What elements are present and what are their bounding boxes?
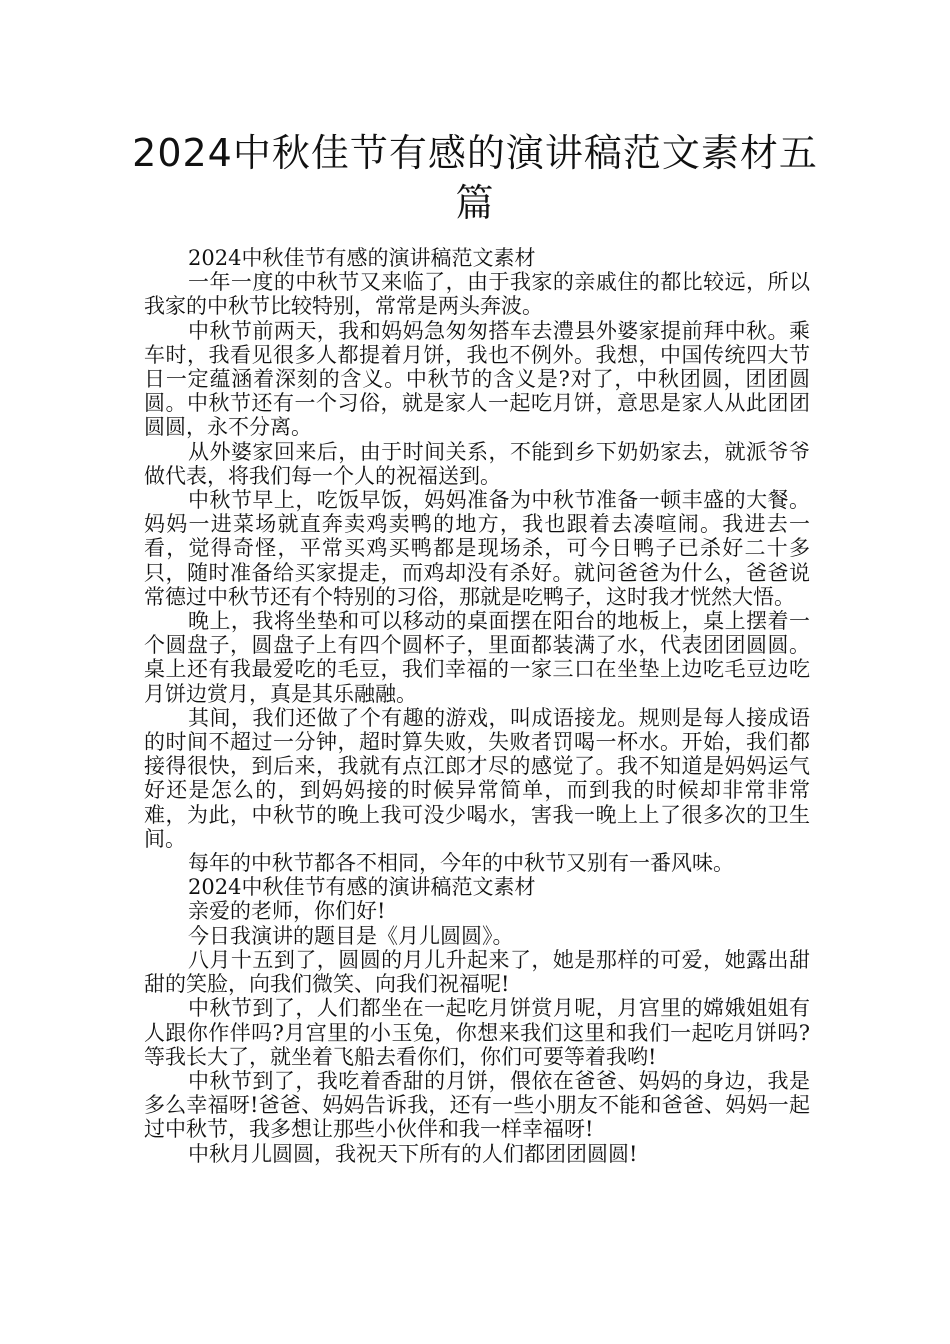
paragraph: 中秋节到了，人们都坐在一起吃月饼赏月呢，月宫里的嫦娥姐姐有人跟你作伴吗?月宫里的小玉兔，你想来我们这里和我们一起吃月饼吗?等我长大了，就坐着飞船去看你们，你们可要等着我哟! xyxy=(144,996,810,1069)
paragraph: 八月十五到了，圆圆的月儿升起来了，她是那样的可爱，她露出甜甜的笑脸，向我们微笑、向我们祝福呢! xyxy=(144,947,810,997)
paragraph: 每年的中秋节都各不相同，今年的中秋节又别有一番风味。 xyxy=(188,851,734,876)
paragraph: 从外婆家回来后，由于时间关系，不能到乡下奶奶家去，就派爷爷做代表，将我们每一个人的祝福送到。 xyxy=(144,439,810,488)
paragraph: 中秋节早上，吃饭早饭，妈妈准备为中秋节准备一顿丰盛的大餐。妈妈一进菜场就直奔卖鸡卖鸭的地方，我也跟着去凑喧闹。我进去一看，觉得奇怪，平常买鸡买鸭都是现场杀，可今日鸭子已杀好二十多只，随时准备给买家提走，而鸡却没有杀好。就问爸爸为什么，爸爸说常德过中秋节还有个特别的习俗，那就是吃鸭子，这时我才恍然大悟。 xyxy=(144,488,810,609)
paragraph: 晚上，我将坐垫和可以移动的桌面摆在阳台的地板上，桌上摆着一个圆盘子，圆盘子上有四个圆杯子，里面都装满了水，代表团团圆圆。桌上还有我最爱吃的毛豆，我们幸福的一家三口在坐垫上边吃毛豆边吃月饼边赏月，真是其乐融融。 xyxy=(144,609,810,706)
paragraph: 中秋节到了，我吃着香甜的月饼，偎依在爸爸、妈妈的身边，我是多么幸福呀!爸爸、妈妈告诉我，还有一些小朋友不能和爸爸、妈妈一起过中秋节，我多想让那些小伙伴和我一样幸福呀! xyxy=(144,1068,810,1142)
document-body xyxy=(144,246,810,1166)
paragraph: 2024中秋佳节有感的演讲稿范文素材 xyxy=(188,875,536,900)
paragraph: 2024中秋佳节有感的演讲稿范文素材 xyxy=(188,246,536,270)
paragraph: 今日我演讲的题目是《月儿圆圆》。 xyxy=(188,923,514,948)
paragraph: 亲爱的老师，你们好! xyxy=(188,899,386,924)
paragraph: 其间，我们还做了个有趣的游戏，叫成语接龙。规则是每人接成语的时间不超过一分钟，超时算失败，失败者罚喝一杯水。开始，我们都接得很快，到后来，我就有点江郎才尽的感觉了。我不知道是妈妈运气好还是怎么的，到妈妈接的时候异常简单，而到我的时候却非常非常难，为此，中秋节的晚上我可没少喝水，害我一晚上上了很多次的卫生间。 xyxy=(144,705,810,851)
paragraph: 一年一度的中秋节又来临了，由于我家的亲戚住的都比较远，所以我家的中秋节比较特别，常常是两头奔波。 xyxy=(144,270,810,319)
paragraph: 中秋月儿圆圆，我祝天下所有的人们都团团圆圆! xyxy=(188,1141,638,1166)
paragraph: 中秋节前两天，我和妈妈急匆匆搭车去澧县外婆家提前拜中秋。乘车时，我看见很多人都提着月饼，我也不例外。我想，中国传统四大节日一定蕴涵着深刻的含义。中秋节的含义是?对了，中秋团圆，团团圆圆。中秋节还有一个习俗，就是家人一起吃月饼，意思是家人从此团团圆圆，永不分离。 xyxy=(144,318,810,440)
document-title: 2024中秋佳节有感的演讲稿范文素材五篇 xyxy=(132,131,818,225)
